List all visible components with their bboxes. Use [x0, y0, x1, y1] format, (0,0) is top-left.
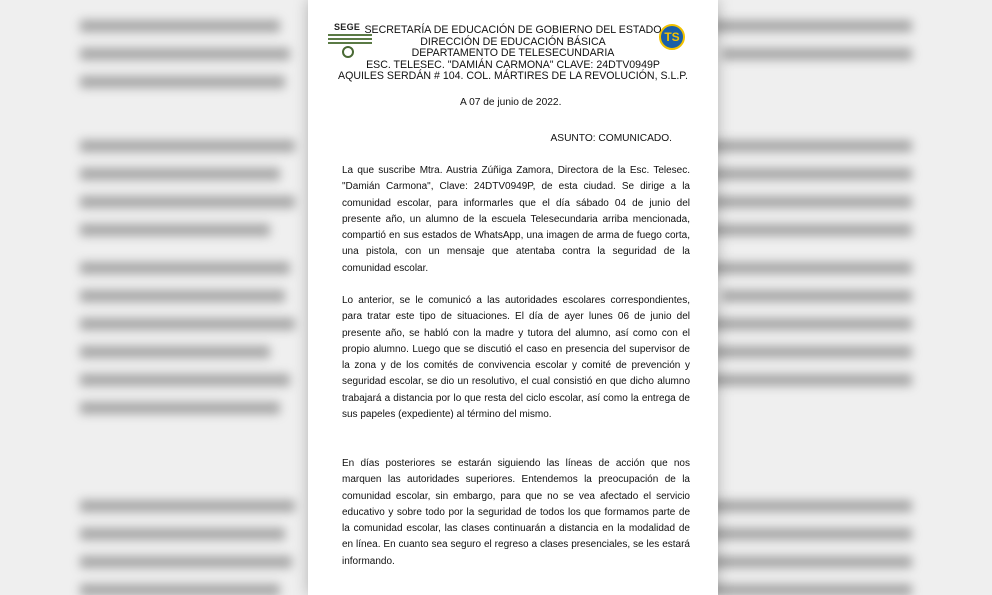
paragraph-2: Lo anterior, se le comunicó a las autoridades escolares correspondientes, para tratar este tipo de situaciones. El día de ayer lunes 06 de junio del presente año, se habló con la madre y tutora del alumno, así como con el propio alumno. Luego que se discutió el caso en presencia del supervisor de la zona y de los comités de convivencia escolar y comité de prevención y seguridad escolar, se dio un resolutivo, el cual consistió en que dicho alumno trabajará a distancia por lo que resta del ciclo escolar, así como la entrega de sus papeles (expediente) al término del mismo. [342, 295, 690, 421]
letterhead-line-2: DIRECCIÓN DE EDUCACIÓN BÁSICA [420, 35, 606, 48]
letterhead-line-5: AQUILES SERDÁN # 104. COL. MÁRTIRES DE LA REVOLUCIÓN, S.L.P. [338, 70, 688, 83]
document-page [308, 0, 718, 595]
document-subject: ASUNTO: COMUNICADO. [550, 133, 672, 144]
document-date: A 07 de junio de 2022. [460, 97, 562, 108]
sege-logo-text: SEGE [334, 22, 361, 32]
letterhead [308, 25, 718, 83]
paragraph-3: En días posteriores se estarán siguiendo las líneas de acción que nos marquen las autoridades superiores. Entendemos la preocupación de la comunidad escolar, sin embargo, para que no se vea afectado el servicio educativo y sobre todo por la seguridad de todos los que formamos parte de la comunidad escolar, las clases continuarán a distancia en la modalidad de en línea. En cuanto sea seguro el regreso a clases presenciales, se les estará informando. [342, 458, 690, 567]
telesecundaria-logo-icon: TS [659, 24, 685, 50]
paragraph-1: La que suscribe Mtra. Austria Zúñiga Zamora, Directora de la Esc. Telesec. "Damián Carmona", Clave: 24DTV0949P, de esta ciudad. Se dirige a la comunidad escolar, para informarles que el día sábado 04 de junio del presente año, un alumno de la escuela Telesecundaria arriba mencionada, compartió en sus estados de WhatsApp, una imagen de arma de fuego corta, una pistola, con un mensaje que atentaba contra la seguridad de la comunidad escolar. [342, 165, 690, 274]
letterhead-line-3: DEPARTAMENTO DE TELESECUNDARIA [411, 47, 615, 60]
letterhead-line-1: SECRETARÍA DE EDUCACIÓN DE GOBIERNO DEL ESTADO [364, 24, 662, 36]
letterhead-line-4: ESC. TELESEC. "DAMIÁN CARMONA" CLAVE: 24DTV0949P [366, 58, 660, 71]
